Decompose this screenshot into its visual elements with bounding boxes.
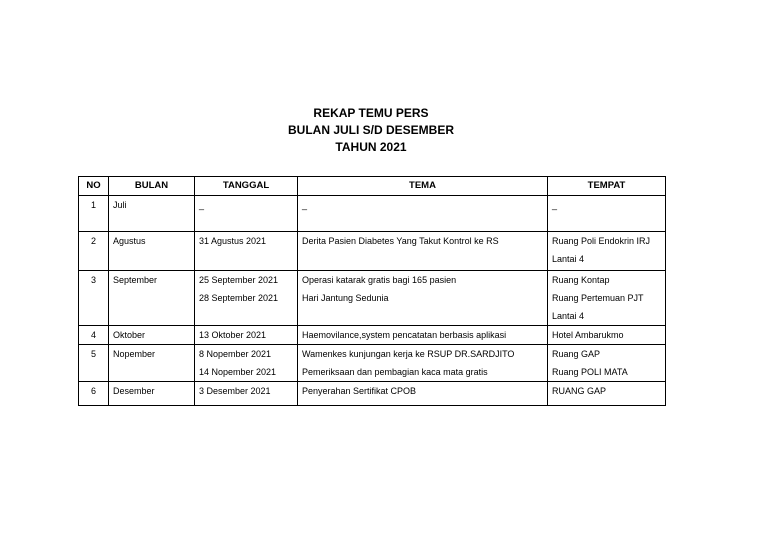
table-row bbox=[79, 196, 666, 232]
cell-tempat bbox=[548, 345, 666, 382]
cell-tempat bbox=[548, 196, 666, 232]
tema-line: Derita Pasien Diabetes Yang Takut Kontrol ke RS bbox=[302, 236, 499, 246]
cell-bulan: Agustus bbox=[109, 232, 195, 271]
table-row bbox=[79, 232, 666, 271]
tempat-line: Ruang POLI MATA bbox=[552, 367, 628, 377]
tempat-line: Ruang Kontap bbox=[552, 275, 610, 285]
tema-line: Operasi katarak gratis bagi 165 pasien bbox=[302, 275, 457, 285]
column-header-tema: TEMA bbox=[298, 177, 548, 196]
tema-line: Penyerahan Sertifikat CPOB bbox=[302, 386, 417, 396]
cell-tempat bbox=[548, 232, 666, 271]
tempat-line: Ruang GAP bbox=[552, 349, 601, 359]
cell-no: 4 bbox=[79, 326, 109, 345]
cell-tanggal bbox=[195, 196, 298, 232]
table-row bbox=[79, 382, 666, 406]
column-header-bulan: BULAN bbox=[109, 177, 195, 196]
tanggal-line: 8 Nopember 2021 bbox=[199, 349, 272, 359]
cell-tema bbox=[298, 232, 548, 271]
table-row bbox=[79, 326, 666, 345]
cell-bulan: Nopember bbox=[109, 345, 195, 382]
cell-tanggal bbox=[195, 382, 298, 406]
table-header-row bbox=[79, 177, 666, 196]
cell-bulan: Oktober bbox=[109, 326, 195, 345]
table-row bbox=[79, 345, 666, 382]
document-title bbox=[0, 105, 742, 156]
cell-tema bbox=[298, 382, 548, 406]
table-row bbox=[79, 271, 666, 326]
tempat-line: Lantai 4 bbox=[552, 311, 585, 321]
cell-no: 2 bbox=[79, 232, 109, 271]
tempat-line: Lantai 4 bbox=[552, 254, 585, 264]
tema-line: Hari Jantung Sedunia bbox=[302, 293, 389, 303]
cell-tanggal bbox=[195, 326, 298, 345]
rekap-table bbox=[78, 176, 666, 406]
tempat-line: Ruang Poli Endokrin IRJ bbox=[552, 236, 651, 246]
tanggal-line: 25 September 2021 bbox=[199, 275, 279, 285]
cell-tanggal bbox=[195, 232, 298, 271]
cell-tema bbox=[298, 271, 548, 326]
tanggal-line: 14 Nopember 2021 bbox=[199, 367, 277, 377]
title-line-2: BULAN JULI S/D DESEMBER bbox=[287, 123, 454, 137]
tempat-line: Ruang Pertemuan PJT bbox=[552, 293, 644, 303]
tema-line: Wamenkes kunjungan kerja ke RSUP DR.SARDJITO bbox=[302, 349, 515, 359]
column-header-tempat: TEMPAT bbox=[548, 177, 666, 196]
tanggal-line: 3 Desember 2021 bbox=[199, 386, 271, 396]
cell-tema bbox=[298, 326, 548, 345]
tanggal-line: 31 Agustus 2021 bbox=[199, 236, 267, 246]
tempat-line: Hotel Ambarukmo bbox=[552, 330, 624, 340]
cell-tanggal bbox=[195, 345, 298, 382]
cell-bulan: September bbox=[109, 271, 195, 326]
cell-tema bbox=[298, 345, 548, 382]
cell-tempat bbox=[548, 326, 666, 345]
tema-line: Haemovilance,system pencatatan berbasis aplikasi bbox=[302, 330, 507, 340]
cell-no: 5 bbox=[79, 345, 109, 382]
tanggal-line: _ bbox=[199, 200, 205, 210]
column-header-tanggal: TANGGAL bbox=[195, 177, 298, 196]
column-header-no: NO bbox=[79, 177, 109, 196]
cell-no: 1 bbox=[79, 196, 109, 232]
title-line-1: REKAP TEMU PERS bbox=[313, 106, 429, 120]
cell-tanggal bbox=[195, 271, 298, 326]
tanggal-line: 13 Oktober 2021 bbox=[199, 330, 267, 340]
cell-bulan: Desember bbox=[109, 382, 195, 406]
cell-tempat bbox=[548, 382, 666, 406]
cell-tema bbox=[298, 196, 548, 232]
cell-tempat bbox=[548, 271, 666, 326]
tempat-line: RUANG GAP bbox=[552, 386, 607, 396]
cell-no: 3 bbox=[79, 271, 109, 326]
tanggal-line: 28 September 2021 bbox=[199, 293, 279, 303]
tema-line: Pemeriksaan dan pembagian kaca mata gratis bbox=[302, 367, 488, 377]
cell-bulan: Juli bbox=[109, 196, 195, 232]
tempat-line: _ bbox=[552, 200, 558, 210]
title-line-3: TAHUN 2021 bbox=[335, 140, 407, 154]
cell-no: 6 bbox=[79, 382, 109, 406]
tema-line: _ bbox=[302, 200, 308, 210]
